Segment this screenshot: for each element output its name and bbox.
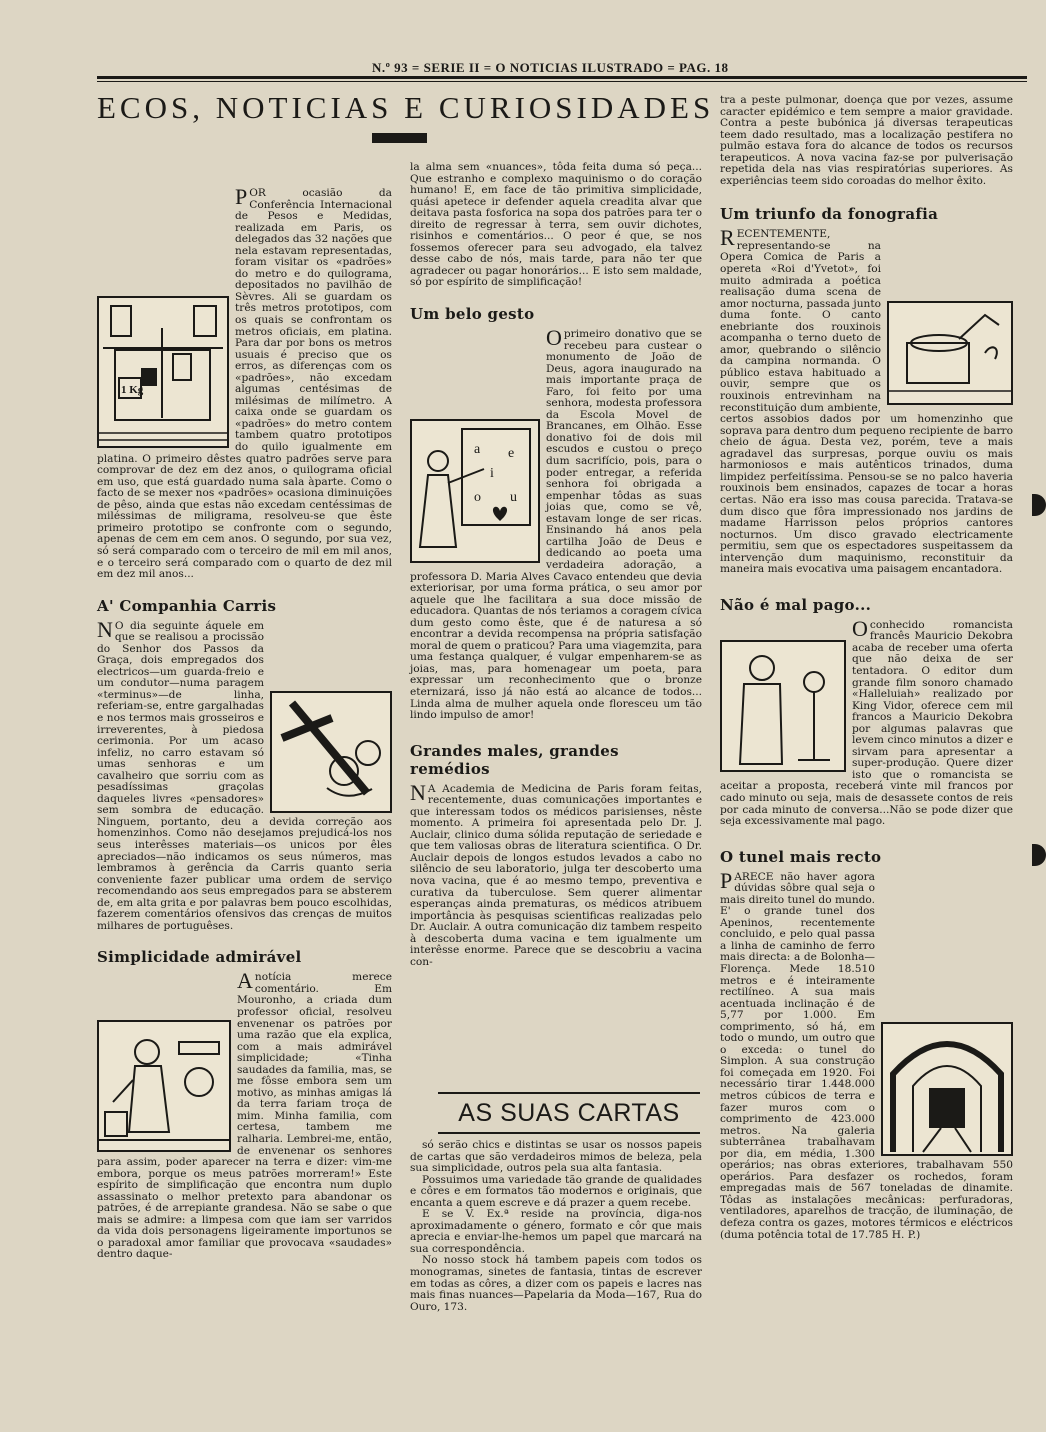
pesos-paragraph: POR ocasião da Conferência Internacional de Pesos e Medidas, realizada em Paris, os delegados das 32 nações que nela estavam representadas, foram visitar os «padrões» do metro e do quilograma, depositados no pavilhão de Sèvres. Ali se guardam os três metros prototipos, com os quais se confrontam os metros oficiais, em platina. Para dar por bons os metros usuais é preciso que os erros, as diferenças com os «padrões», não excedam algumas centésimas de milésimas de milímetro. A caixa onde se guardam os «padrões» do metro contem tambem quatro prototipos do quilo igualmente em platina. O primeiro dêstes quatro padrões serve para comprovar de dez em dez anos, o quilograma oficial em uso, que está guardado numa sala àparte. Como o facto de se mexer nos «padrões» ocasiona diminuições de pêso, ainda que estas não excedam centéssimas de miléssimas de miligrama, resolveu-se que êste primeiro prototipo se confronte com o segundo, apenas de cem em cem anos. O segundo, por sua vez, só será comparado com o terceiro de mil em mil anos, e o terceiro será comparado com o quarto de dez mil em dez mil anos... bbox=[97, 184, 393, 581]
fonografia-paragraph: RECENTEMENTE, representando-se na Opera Comica de Paris a opereta «Roi d'Yvetot», foi muito admirada a poética realisação duma scena de amor nocturna, passada junto duma fonte. O canto enebriante dos rouxinois acompanha o terno dueto de amor, quebrando o silêncio da campina normanda. O público estava habituado a ouvir, sempre que os rouxinois entrevinham na reconstituição dum ambiente, certos assobios dados por um homenzinho que soprava para dentro dum pequeno recipiente de barro cheio de água. Desta vez, porém, teve a mais agradavel das surpresas, porque ouviu os mais harmoniosos e mais autênticos trinados, duma limpidez perfeitíssima. Pensou-se se no palco haveria rouxinois bem ensinados, capazes de tocar a horas certas. Não era isso mas cousa parecida. Tratava-se dum disco que fôra impressionado nos jardins de madame Harrisson pelos próprios cantores nocturnos. Um disco gravado electricamente permitiu, sem que os espectadores suspeitassem da intervenção dum maquinismo, reconstituir da maneira mais evocativa uma paisagem encantadora. bbox=[720, 225, 1013, 576]
tunel-paragraph: PARECE não haver agora dúvidas sôbre qual seja o mais direito tunel do mundo. E' o grande tunel dos Apeninos, recentemente concluido, e pelo qual passa a linha de caminho de ferro mais directa: a de Bolonha—Florença. Mede 18.510 metros e é inteiramente rectilíneo. A sua mais acentuada inclinação é de 5,77 por 1.000. Em comprimento, só há, em todo o mundo, um outro que o exceda: o tunel do Simplon. A sua construção foi começada em 1920. Foi necessário tirar 1.448.000 metros cúbicos de terra e fazer muros com o comprimento de 423.000 metros. Na galeria subterrânea trabalhavam por dia, em média, 1.300 operários; nas obras exteriores, trabalhavam 550 operários. Para desfazer os rochedos, foram empregadas mais de 567 toneladas de dinamite. Tôdas as instalações mecânicas: perfuradoras, ventiladores, aparelhos de tracção, de iluminação, de defeza contra os gazes, motores térmicos e eléctricos (duma potência total de 17.785 H. P.) bbox=[720, 867, 1013, 1241]
teacher-illustration bbox=[410, 419, 540, 563]
cartas-p4: No nosso stock há tambem papeis com todos os monogramas, sinetes de fantasia, tintas de escrever em todas as côres, a dizer com os papeis e lacres nas mais finas nuances—Papelaria da Moda—167, Rua do Ouro, 173. bbox=[410, 1254, 702, 1313]
carris-illustration bbox=[270, 691, 392, 813]
cartas-p1: só serão chics e distintas se usar os nossos papeis de cartas que são verdadeiros mimos de beleza, pela sua simplicidade, outros pela sua alta fantasia. bbox=[410, 1139, 702, 1175]
carris-heading: A' Companhia Carris bbox=[97, 596, 277, 615]
gesto-heading: Um belo gesto bbox=[410, 305, 535, 324]
cartas-heading: AS SUAS CARTAS bbox=[438, 1092, 700, 1134]
pago-paragraph: Oconhecido romancista francês Mauricio Dekobra acaba de receber uma oferta que não deixa de ser tentadora. O editor dum grande film sonoro chamado «Halleluiah» realizado por King Vidor, oferece cem mil francos a Mauricio Dekobra por algumas palavras que levem cinco minutos a dizer e sirvam para apresentar a super-produção. Quere dizer isto que o romancista se aceitar a proposta, receberá vinte mil francos por cado minuto ou seja, mais de desassete contos de reis por cada minuto de conversa...Não se pode dizer que seja excessivamente mal pago. bbox=[720, 615, 1013, 828]
pago-heading: Não é mal pago... bbox=[720, 595, 872, 614]
males-continuation: tra a peste pulmonar, doença que por vezes, assume caracter epidémico e tem sempre a maior gravidade. Contra a peste bubónica já diversas terapeuticas teem dado resultado, mas a localização pestifera no pulmão estava fora do alcance de todos os recursos terapeuticos. A nova vacina faz-se por pulverisação repetida dela nas vias respiratórias superiores. As experiências teem sido coroadas do melhor êxito. bbox=[720, 94, 1013, 187]
fonografia-heading: Um triunfo da fonografia bbox=[720, 205, 939, 224]
maid-drawing bbox=[99, 1022, 229, 1150]
scale-illustration bbox=[97, 296, 229, 448]
running-header: N.º 93 = SERIE II = O NOTICIAS ILUSTRADO = PAG. 18 bbox=[372, 60, 729, 75]
tunel-heading: O tunel mais recto bbox=[720, 847, 882, 866]
column-3 bbox=[720, 95, 1013, 1241]
cross-drawing bbox=[272, 693, 390, 811]
gesto-paragraph: Oprimeiro donativo que se recebeu para custear o monumento de João de Deus, agora inaugurado na mais importante praça de Faro, foi feito por uma senhora, modesta professora da Escola Movel de Brancanes, em Olhão. Esse donativo foi de dois mil escudos e custou o preço dum sacrifício, pois, para o poder entregar, a referida senhora foi obrigada a empenhar tôdas as suas joias que, como se vê, estavam longe de ser ricas. Ensinando há anos pela cartilha João de Deus e dedicando ao poeta uma verdadeira adoração, a professora D. Maria Alves Cavaco entendeu que devia exteriorisar, por uma forma prática, o seu amor por aquele que lhe facilitara a sua doce missão de educadora. Quantas de nós teriamos a coragem cívica dum gesto como êste, que é de naturesa a só encontrar a devida recompensa na própria satisfação moral de quem o praticou? Para uma viagemzita, para uma festança qualquer, é vulgar empenharem-se as joias, mas, para homenagear um poeta, para expressar um reconhecimento que o bronze eternizará, isso já não está ao alcance de todos... Linda alma de mulher aquela onde floresceu um tão lindo impulso de amor! bbox=[410, 325, 702, 722]
males-heading: Grandes males, grandes remédios bbox=[410, 741, 619, 778]
letter-a: a bbox=[474, 442, 481, 458]
simplicidade-continuation: la alma sem «nuances», tôda feita duma só peça... Que estranho e complexo maquinismo o do coração humano! E, em face de tão primitiva simplicidade, quási apetece ir defender aquela creadita alvar que deitava pasta fosforica na sopa dos patrões para ter o direito de regressar à terra, sem ouvir dichotes, risinhos e comentários... O peor é que, se nos fossemos oferecer para seu advogado, ela talvez desse cabo de nós, mais tarde, para não ter que agradecer ou pagar honorários... E isto sem maldade, só por espírito de simplificação! bbox=[410, 161, 702, 289]
cartas-p3: E se V. Ex.ª reside na província, diga-nos aproximadamente o género, formato e côr que mais aprecia e enviar-lhe-hemos um papel que marcará na sua correspondência. bbox=[410, 1208, 702, 1255]
header-rule-thick bbox=[97, 76, 1027, 79]
cartas-block bbox=[410, 1140, 702, 1313]
train-drawing bbox=[883, 1024, 1011, 1154]
simplicidade-paragraph: Anotícia merece comentário. Em Mouronho, a criada dum professor oficial, resolveu envenenar os patrões por uma razão que ela explica, com a mais admirável simplicidade; «Tinha saudades da familia, mas, se me fôsse embora sem um motivo, as minhas amigas lá da terra fariam troça de mim. Minha familia, com certesa, tambem me ralharia. Lembrei-me, então, de envenenar os senhores para assim, poder aparecer na terra e dizer: vim-me embora, porque os meus patrões morreram!» Este espírito de simplificação que encontra num duplo assassinato o melhor pretexto para abandonar os patrões, é de arrepiante grandesa. Não se sabe o que mais se admire: a limpesa com que iam ser varridos da vida dois personagens ligeiramente importunos se o paradoxal amor familiar que provocava «saudades» dentro daque- bbox=[97, 968, 392, 1261]
cartas-p2: Possuimos uma variedade tão grande de qualidades e côres e em formatos tão modernos e originais, que encanta a quem escreve e dá prazer a quem recebe. bbox=[410, 1173, 702, 1209]
microphone-drawing bbox=[722, 642, 844, 770]
binding-hole-bottom bbox=[1032, 844, 1046, 866]
letter-e: e bbox=[508, 446, 515, 462]
column-2 bbox=[410, 162, 702, 968]
section-title: ECOS, NOTICIAS E CURIOSIDADES bbox=[97, 90, 715, 125]
maid-illustration bbox=[97, 1020, 231, 1152]
teacher-drawing bbox=[412, 421, 538, 561]
carris-paragraph: NO dia seguinte áquele em que se realisou a procissão do Senhor dos Passos da Graça, dois empregados dos electricos—um guarda-freio e um condutor—numa paragem «terminus»—de linha, referiam-se, entre gargalhadas e nos termos mais grosseiros e irreverentes, à piedosa cerimonia. Por um acaso infeliz, no carro estavam só umas senhoras e um cavalheiro que sorriu com as pesadíssimas graçolas daqueles livres «pensadores» sem sombra de educação. Ninguem, portanto, deu a devida correção aos homenzinhos. Como não desejamos prejudicá-los nos seus interêsses materiais—os unicos por êles apreciados—não indicamos os seus números, mas lembramos à gerência da Carris quanto seria conveniente fazer publicar uma ordem de serviço recomendando aos seus empregados para se absterem de, em alta grita e por palavras bem pouco escolhidas, fazerem comentários ofensivos das crenças de muitos milhares de portuguêses. bbox=[97, 616, 392, 932]
letter-o: o bbox=[474, 490, 481, 506]
dekobra-illustration bbox=[720, 640, 846, 772]
title-ornament-bar bbox=[372, 133, 427, 143]
binding-hole-top bbox=[1032, 494, 1046, 516]
scale-drawing bbox=[99, 298, 227, 446]
males-paragraph: NA Academia de Medicina de Paris foram feitas, recentemente, duas comunicações importantes e que interessam todos os médicos parisienses, nêste momento. A primeira foi apresentada pelo Dr. J. Auclair, clinico duma sólida reputação de seriedade e que tem valiosas obras de literatura scientifica. O Dr. Auclair depois de longos estudos levados a cabo no silêncio de seu laboratorio, julga ter descoberto uma nova vacina, que é ao mesmo tempo, preventiva e curativa da tuberculose. Sem querer alimentar esperanças ainda prematuras, os médicos atribuem importância às pesquisas scientificas realizadas pelo Dr. Auclair. A outra comunicação diz tambem respeito à descoberta duma vacina e tem igualmente um interêsse enorme. Parece que se descobriu a vacina con- bbox=[410, 779, 702, 968]
tunnel-illustration bbox=[881, 1022, 1013, 1156]
gramophone-drawing bbox=[889, 303, 1011, 403]
column-1-text bbox=[97, 184, 393, 1261]
simplicidade-heading: Simplicidade admirável bbox=[97, 948, 302, 967]
letter-i: i bbox=[490, 466, 494, 482]
header-rule-thin bbox=[97, 81, 1027, 82]
gramophone-illustration bbox=[887, 301, 1013, 405]
weight-label: 1 Kg bbox=[121, 384, 144, 396]
letter-u: u bbox=[510, 490, 517, 506]
